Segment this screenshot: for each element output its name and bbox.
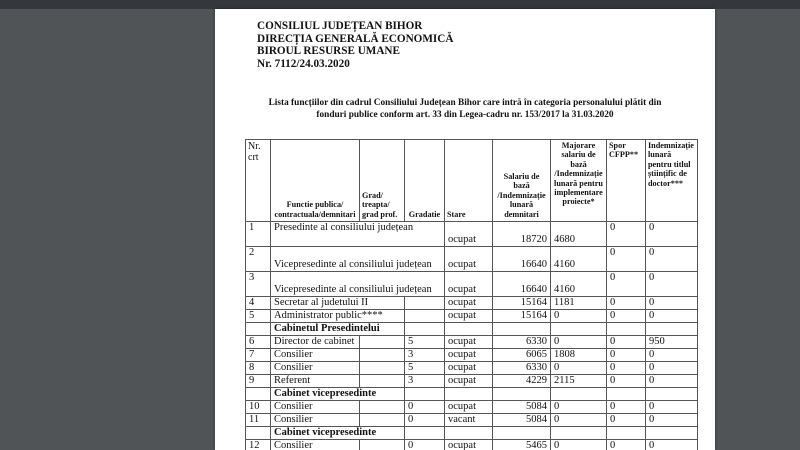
table-row bbox=[246, 297, 698, 310]
cell-nr: 12 bbox=[246, 440, 271, 450]
section-title: Cabinet vicepresedinte bbox=[271, 388, 405, 401]
table-row bbox=[246, 440, 698, 450]
cell-doctor: 0 bbox=[646, 401, 698, 414]
cell-gradatie bbox=[405, 297, 445, 310]
cell-functie: Director de cabinet bbox=[271, 336, 360, 349]
cell-gradatie: 0 bbox=[405, 401, 445, 414]
cell-salariu: 5465 bbox=[493, 440, 551, 450]
cell-stare: ocupat bbox=[445, 222, 493, 247]
table-row bbox=[246, 272, 698, 297]
cell-majorare: 4160 bbox=[551, 247, 607, 272]
cell-doctor: 0 bbox=[646, 362, 698, 375]
cell-salariu: 4229 bbox=[493, 375, 551, 388]
cell-spor: 0 bbox=[607, 272, 646, 297]
cell-majorare: 0 bbox=[551, 440, 607, 450]
cell-spor: 0 bbox=[607, 401, 646, 414]
cell-doctor bbox=[646, 427, 698, 440]
cell-functie: Vicepresedinte al consiliului județean bbox=[271, 247, 445, 272]
cell-stare: ocupat bbox=[445, 401, 493, 414]
header-registration-number: Nr. 7112/24.03.2020 bbox=[257, 57, 350, 70]
table-row bbox=[246, 362, 698, 375]
header-office: BIROUL RESURSE UMANE bbox=[257, 45, 400, 58]
table-row bbox=[246, 375, 698, 388]
cell-majorare: 0 bbox=[551, 336, 607, 349]
cell-gradatie: 3 bbox=[405, 349, 445, 362]
cell-majorare bbox=[551, 388, 607, 401]
cell-stare bbox=[445, 323, 493, 336]
cell-gradatie bbox=[405, 388, 445, 401]
cell-nr: 6 bbox=[246, 336, 271, 349]
col-header-grad: Grad/ treapta/ grad prof. bbox=[360, 140, 405, 222]
cell-salariu: 16640 bbox=[493, 272, 551, 297]
cell-spor: 0 bbox=[607, 362, 646, 375]
cell-nr bbox=[246, 323, 271, 336]
cell-gradatie: 0 bbox=[405, 414, 445, 427]
col-header-gradatie: Gradatie bbox=[405, 140, 445, 222]
cell-gradatie bbox=[405, 427, 445, 440]
cell-salariu: 5084 bbox=[493, 401, 551, 414]
table-row bbox=[246, 247, 698, 272]
cell-spor: 0 bbox=[607, 310, 646, 323]
col-header-nr: Nr. crt bbox=[246, 140, 271, 222]
cell-nr: 11 bbox=[246, 414, 271, 427]
document-title bbox=[215, 97, 715, 121]
cell-spor: 0 bbox=[607, 414, 646, 427]
cell-majorare: 0 bbox=[551, 362, 607, 375]
cell-nr: 5 bbox=[246, 310, 271, 323]
cell-doctor: 0 bbox=[646, 247, 698, 272]
header-directorate: DIRECȚIA GENERALĂ ECONOMICĂ bbox=[257, 32, 454, 45]
cell-functie: Consilier bbox=[271, 362, 360, 375]
cell-salariu: 15164 bbox=[493, 297, 551, 310]
header-institution: CONSILIUL JUDEȚEAN BIHOR bbox=[257, 20, 423, 32]
cell-stare bbox=[445, 427, 493, 440]
cell-majorare: 2115 bbox=[551, 375, 607, 388]
cell-gradatie bbox=[405, 323, 445, 336]
cell-functie: Consilier bbox=[271, 440, 360, 450]
cell-stare: ocupat bbox=[445, 336, 493, 349]
title-line-1: Lista funcțiilor din cadrul Consiliului Județean Bihor care intră în categoria personalului plătit din bbox=[268, 98, 662, 108]
cell-grad bbox=[360, 375, 405, 388]
cell-stare: ocupat bbox=[445, 247, 493, 272]
cell-grad bbox=[360, 349, 405, 362]
cell-nr: 2 bbox=[246, 247, 271, 272]
cell-doctor bbox=[646, 388, 698, 401]
cell-majorare: 4160 bbox=[551, 272, 607, 297]
cell-gradatie: 0 bbox=[405, 440, 445, 450]
cell-grad bbox=[360, 440, 405, 450]
cell-doctor: 0 bbox=[646, 349, 698, 362]
section-row bbox=[246, 427, 698, 440]
table-row bbox=[246, 414, 698, 427]
cell-nr: 10 bbox=[246, 401, 271, 414]
cell-stare: ocupat bbox=[445, 375, 493, 388]
cell-salariu: 5084 bbox=[493, 414, 551, 427]
table-row bbox=[246, 401, 698, 414]
cell-doctor: 0 bbox=[646, 310, 698, 323]
cell-functie: Consilier bbox=[271, 414, 360, 427]
col-header-spor: Spor CFPP** bbox=[607, 140, 646, 222]
cell-doctor: 0 bbox=[646, 297, 698, 310]
positions-table bbox=[245, 139, 698, 450]
cell-nr: 1 bbox=[246, 222, 271, 247]
cell-stare bbox=[445, 388, 493, 401]
cell-stare: ocupat bbox=[445, 440, 493, 450]
cell-grad bbox=[360, 336, 405, 349]
title-line-2: fonduri publice conform art. 33 din Legea-cadru nr. 153/2017 la 31.03.2020 bbox=[316, 110, 614, 120]
cell-spor: 0 bbox=[607, 375, 646, 388]
cell-spor: 0 bbox=[607, 349, 646, 362]
cell-salariu bbox=[493, 388, 551, 401]
cell-stare: ocupat bbox=[445, 272, 493, 297]
cell-majorare: 1808 bbox=[551, 349, 607, 362]
col-header-salariu: Salariu de bază /Indemnizație lunară demnitari bbox=[493, 140, 551, 222]
cell-spor: 0 bbox=[607, 297, 646, 310]
cell-salariu: 15164 bbox=[493, 310, 551, 323]
table-row bbox=[246, 222, 698, 247]
cell-gradatie: 5 bbox=[405, 336, 445, 349]
cell-majorare bbox=[551, 427, 607, 440]
cell-spor: 0 bbox=[607, 336, 646, 349]
cell-salariu: 6330 bbox=[493, 336, 551, 349]
cell-doctor: 0 bbox=[646, 414, 698, 427]
cell-spor bbox=[607, 427, 646, 440]
cell-functie: Presedinte al consiliului județean bbox=[271, 222, 445, 247]
cell-functie: Administrator public**** bbox=[271, 310, 405, 323]
cell-doctor bbox=[646, 323, 698, 336]
cell-salariu bbox=[493, 427, 551, 440]
cell-gradatie: 3 bbox=[405, 375, 445, 388]
cell-doctor: 950 bbox=[646, 336, 698, 349]
cell-nr: 8 bbox=[246, 362, 271, 375]
cell-spor: 0 bbox=[607, 222, 646, 247]
cell-functie: Vicepresedinte al consiliului județean bbox=[271, 272, 445, 297]
cell-grad bbox=[360, 414, 405, 427]
cell-salariu: 6330 bbox=[493, 362, 551, 375]
cell-stare: ocupat bbox=[445, 310, 493, 323]
cell-spor bbox=[607, 323, 646, 336]
section-title: Cabinet vicepresedinte bbox=[271, 427, 405, 440]
cell-spor: 0 bbox=[607, 247, 646, 272]
cell-doctor: 0 bbox=[646, 375, 698, 388]
table-row bbox=[246, 349, 698, 362]
cell-stare: ocupat bbox=[445, 362, 493, 375]
cell-nr: 4 bbox=[246, 297, 271, 310]
cell-majorare: 0 bbox=[551, 414, 607, 427]
table-row bbox=[246, 310, 698, 323]
cell-functie: Consilier bbox=[271, 401, 360, 414]
cell-nr: 3 bbox=[246, 272, 271, 297]
section-row bbox=[246, 323, 698, 336]
section-row bbox=[246, 388, 698, 401]
cell-majorare: 4680 bbox=[551, 222, 607, 247]
cell-functie: Consilier bbox=[271, 349, 360, 362]
viewer-top-bar bbox=[0, 0, 800, 9]
cell-majorare: 0 bbox=[551, 310, 607, 323]
cell-nr: 9 bbox=[246, 375, 271, 388]
cell-salariu bbox=[493, 323, 551, 336]
document-header bbox=[257, 20, 453, 70]
cell-spor: 0 bbox=[607, 440, 646, 450]
cell-stare: vacant bbox=[445, 414, 493, 427]
section-title: Cabinetul Presedintelui bbox=[271, 323, 405, 336]
cell-gradatie bbox=[405, 310, 445, 323]
cell-nr bbox=[246, 388, 271, 401]
cell-functie: Secretar al judetului II bbox=[271, 297, 405, 310]
cell-nr bbox=[246, 427, 271, 440]
col-header-majorare: Majorare salariu de bază /Indemnizație lunară pentru implementare proiecte* bbox=[551, 140, 607, 222]
col-header-doctor: Indemnizație lunară pentru titlul științific de doctor*** bbox=[646, 140, 698, 222]
cell-doctor: 0 bbox=[646, 440, 698, 450]
cell-spor bbox=[607, 388, 646, 401]
cell-majorare bbox=[551, 323, 607, 336]
cell-stare: ocupat bbox=[445, 349, 493, 362]
cell-salariu: 16640 bbox=[493, 247, 551, 272]
cell-grad bbox=[360, 401, 405, 414]
cell-salariu: 6065 bbox=[493, 349, 551, 362]
cell-majorare: 1181 bbox=[551, 297, 607, 310]
cell-functie: Referent bbox=[271, 375, 360, 388]
cell-grad bbox=[360, 362, 405, 375]
cell-gradatie: 5 bbox=[405, 362, 445, 375]
cell-stare: ocupat bbox=[445, 297, 493, 310]
cell-nr: 7 bbox=[246, 349, 271, 362]
cell-doctor: 0 bbox=[646, 222, 698, 247]
cell-doctor: 0 bbox=[646, 272, 698, 297]
table-header-row bbox=[246, 140, 698, 222]
cell-salariu: 18720 bbox=[493, 222, 551, 247]
col-header-stare: Stare bbox=[445, 140, 493, 222]
table-row bbox=[246, 336, 698, 349]
cell-majorare: 0 bbox=[551, 401, 607, 414]
col-header-functie: Functie publica/ contractuala/demnitari bbox=[271, 140, 360, 222]
document-page[interactable] bbox=[215, 9, 715, 450]
